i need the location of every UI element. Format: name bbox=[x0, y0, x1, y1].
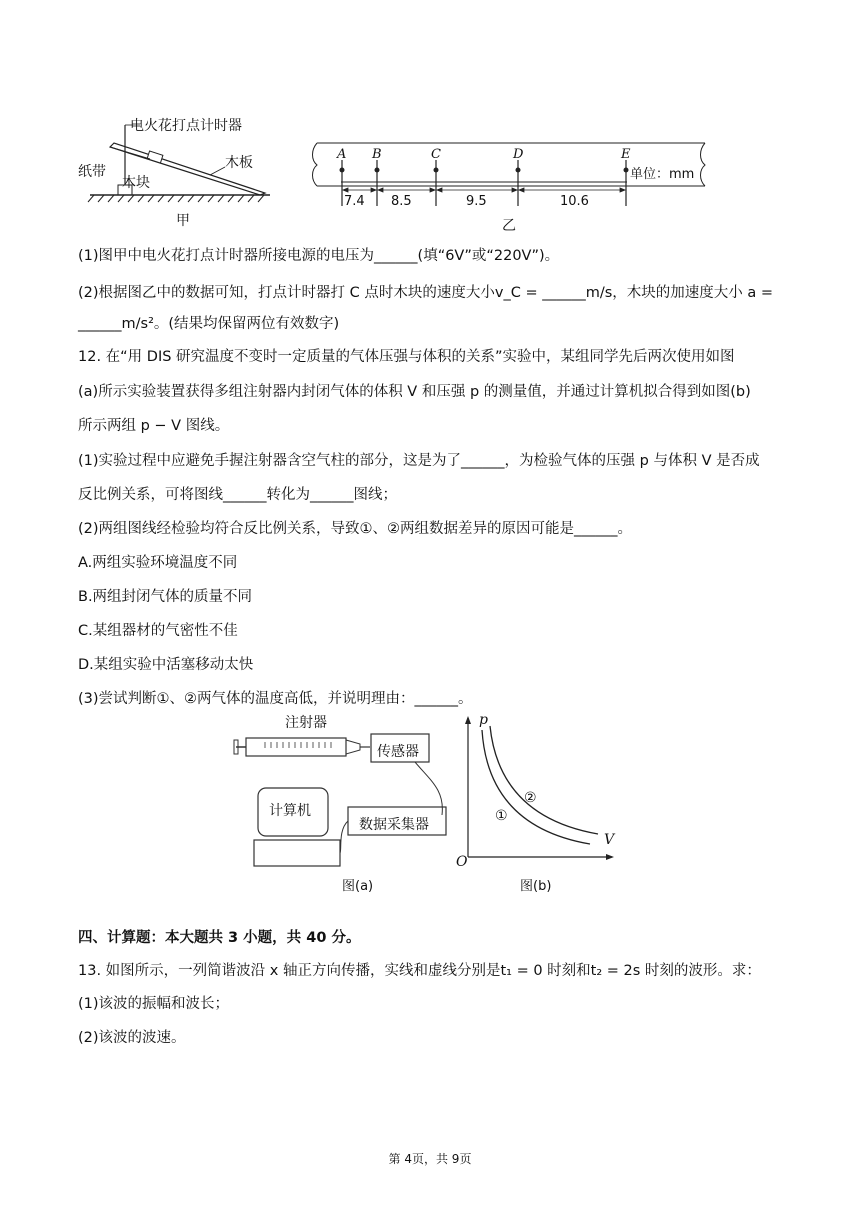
q11-part2-line2: ______m/s²。(结果均保留两位有效数字) bbox=[78, 316, 340, 332]
distance-de: 10.6 bbox=[560, 194, 589, 209]
q12-stem-line1: 12. 在“用 DIS 研究温度不变时一定质量的气体压强与体积的关系”实验中，某组同学先后两次使用如图 bbox=[78, 349, 735, 365]
figure-a bbox=[230, 710, 460, 870]
q12-part3: (3)尝试判断①、②两气体的温度高低，并说明理由：______。 bbox=[78, 691, 473, 707]
q13-stem: 13. 如图所示，一列简谐波沿 x 轴正方向传播，实线和虚线分别是t₁ = 0 时刻和t₂ = 2s 时刻的波形。求： bbox=[78, 963, 761, 979]
tape-label: 纸带 bbox=[78, 164, 106, 180]
q13-part1: (1)该波的振幅和波长； bbox=[78, 996, 230, 1012]
distance-cd: 9.5 bbox=[466, 194, 487, 209]
unit-label: 单位：mm bbox=[630, 167, 695, 182]
syringe-label: 注射器 bbox=[285, 715, 327, 731]
origin-label: O bbox=[456, 854, 468, 870]
point-d-label: D bbox=[513, 147, 524, 162]
sensor-label: 传感器 bbox=[377, 744, 419, 760]
q12-stem-line3: 所示两组 p − V 图线。 bbox=[78, 418, 230, 434]
q12-part1-line2: 反比例关系，可将图线______转化为______图线； bbox=[78, 487, 397, 503]
q13-part2: (2)该波的波速。 bbox=[78, 1030, 186, 1046]
point-c-label: C bbox=[431, 147, 441, 162]
point-e-label: E bbox=[621, 147, 631, 162]
axis-p-label: p bbox=[479, 712, 488, 728]
figure-a-caption: 图(a) bbox=[342, 879, 374, 894]
axis-v-label: V bbox=[604, 832, 615, 848]
computer-label: 计算机 bbox=[269, 803, 311, 819]
q11-part1: (1)图甲中电火花打点计时器所接电源的电压为______(填“6V”或“220V”)。 bbox=[78, 248, 560, 264]
point-b-label: B bbox=[372, 147, 382, 162]
board-label: 木板 bbox=[225, 155, 253, 171]
q12-option-c: C.某组器材的气密性不佳 bbox=[78, 623, 238, 639]
q12-part2: (2)两组图线经检验均符合反比例关系，导致①、②两组数据差异的原因可能是______。 bbox=[78, 521, 633, 537]
figure-jia-caption: 甲 bbox=[176, 213, 190, 229]
q12-stem-line2: (a)所示实验装置获得多组注射器内封闭气体的体积 V 和压强 p 的测量值，并通过计算机拟合得到如图(b) bbox=[78, 384, 751, 400]
q12-part1-line1: (1)实验过程中应避免手握注射器含空气柱的部分，这是为了______，为检验气体的压强 p 与体积 V 是否成 bbox=[78, 453, 760, 469]
curve-2-label: ② bbox=[524, 790, 537, 806]
page-footer: 第 4页，共 9页 bbox=[388, 1152, 472, 1166]
block-label: 木块 bbox=[122, 175, 150, 191]
section4-heading: 四、计算题：本大题共 3 小题，共 40 分。 bbox=[78, 930, 361, 946]
q12-option-b: B.两组封闭气体的质量不同 bbox=[78, 589, 253, 605]
figure-b-caption: 图(b) bbox=[520, 879, 552, 894]
q11-part2-line1: (2)根据图乙中的数据可知，打点计时器打 C 点时木块的速度大小v_C = ______m/s，木块的加速度大小 a = bbox=[78, 285, 774, 301]
q12-option-d: D.某组实验中活塞移动太快 bbox=[78, 657, 254, 673]
figure-yi-caption: 乙 bbox=[502, 218, 516, 234]
distance-bc: 8.5 bbox=[391, 194, 412, 209]
q12-option-a: A.两组实验环境温度不同 bbox=[78, 555, 238, 571]
collector-label: 数据采集器 bbox=[359, 817, 429, 833]
timer-label: 电火花打点计时器 bbox=[130, 118, 242, 134]
distance-ab: 7.4 bbox=[344, 194, 365, 209]
point-a-label: A bbox=[337, 147, 347, 162]
curve-1-label: ① bbox=[495, 808, 508, 824]
